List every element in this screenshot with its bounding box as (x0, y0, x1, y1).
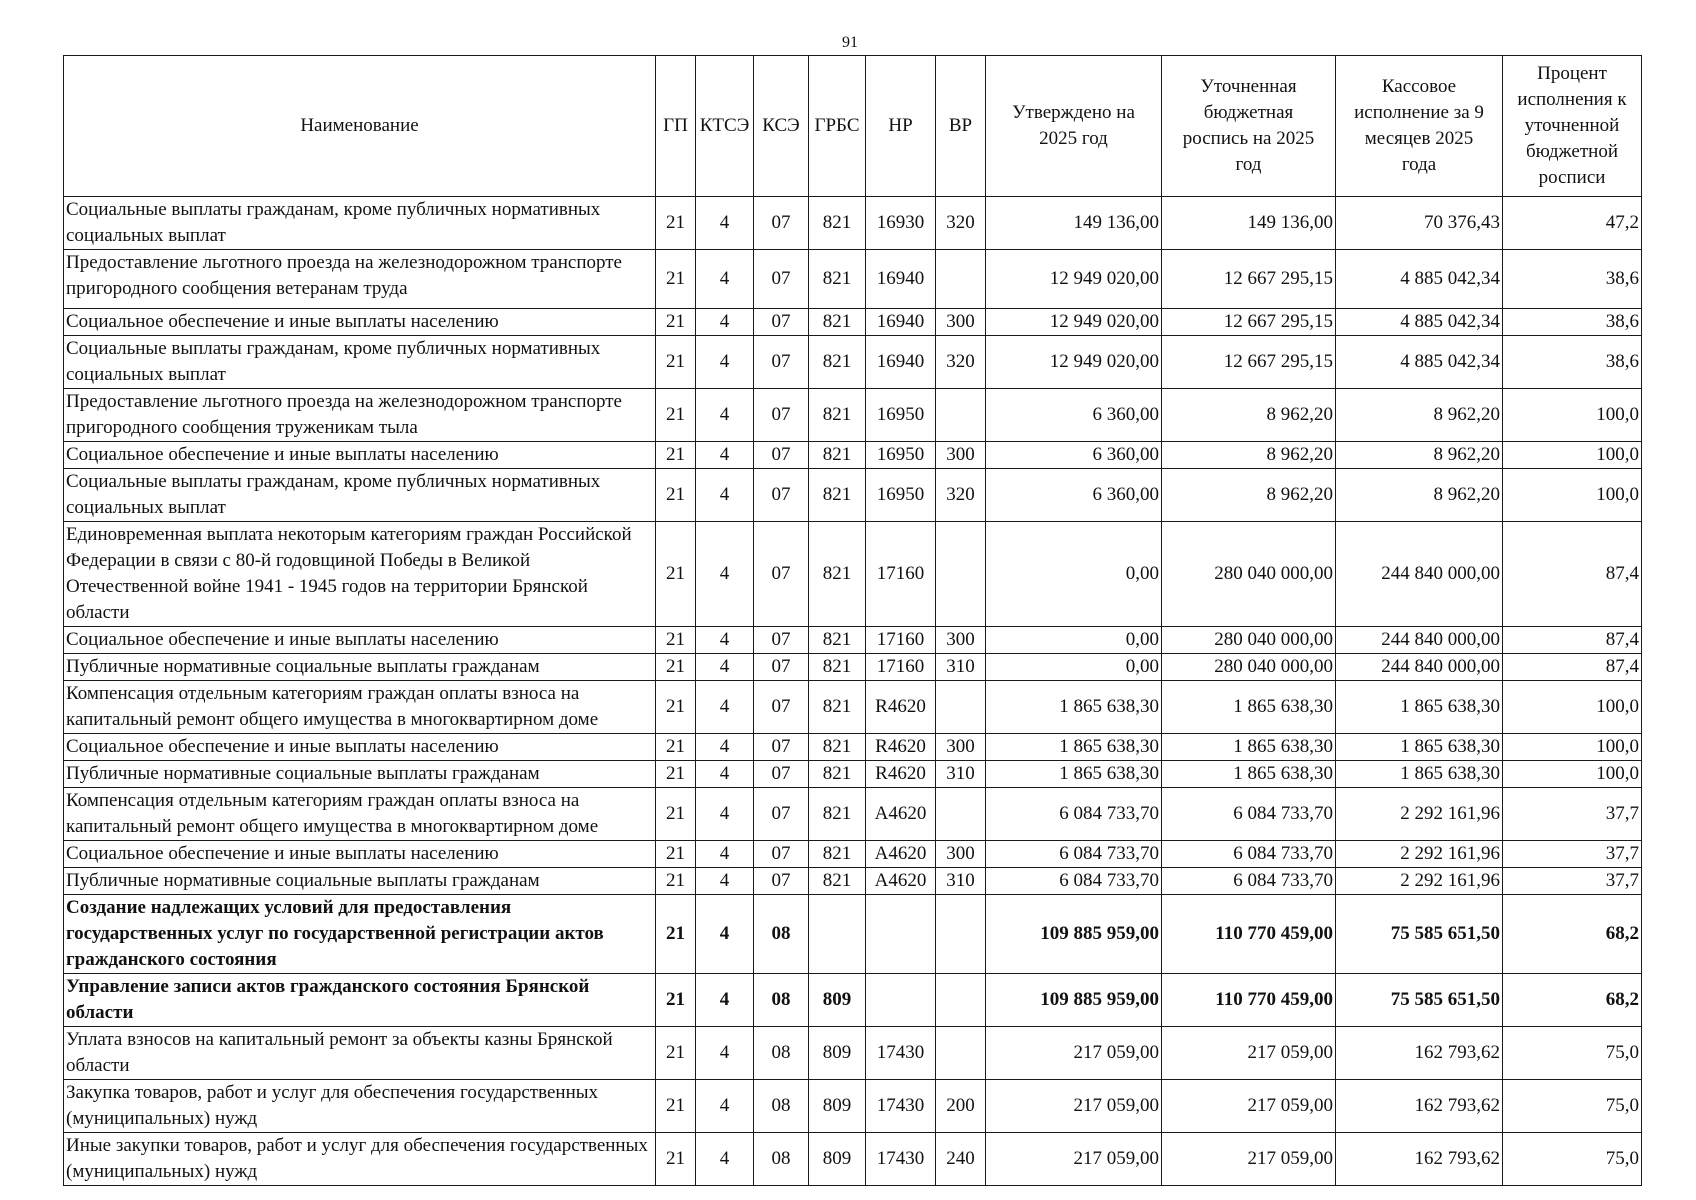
cell-gp: 21 (656, 250, 696, 309)
table-row (64, 336, 1642, 389)
cell-cash: 162 793,62 (1336, 1027, 1503, 1080)
cell-ktse: 4 (696, 841, 754, 868)
cell-name: Социальное обеспечение и иные выплаты населению (64, 627, 656, 654)
cell-gp: 21 (656, 389, 696, 442)
table-row (64, 734, 1642, 761)
cell-kse: 07 (754, 761, 809, 788)
cell-name: Социальное обеспечение и иные выплаты населению (64, 841, 656, 868)
cell-kse: 07 (754, 868, 809, 895)
cell-ktse: 4 (696, 442, 754, 469)
cell-vr: 300 (936, 841, 986, 868)
cell-refined: 6 084 733,70 (1162, 788, 1336, 841)
cell-refined: 12 667 295,15 (1162, 309, 1336, 336)
cell-name: Закупка товаров, работ и услуг для обеспечения государственных (муниципальных) нужд (64, 1080, 656, 1133)
cell-cash: 244 840 000,00 (1336, 627, 1503, 654)
cell-grbs: 821 (809, 250, 866, 309)
cell-approved: 109 885 959,00 (986, 895, 1162, 974)
cell-np: R4620 (866, 761, 936, 788)
cell-percent: 75,0 (1503, 1080, 1642, 1133)
cell-percent: 87,4 (1503, 627, 1642, 654)
cell-grbs: 821 (809, 681, 866, 734)
cell-gp: 21 (656, 442, 696, 469)
cell-np: 16950 (866, 442, 936, 469)
cell-name: Социальные выплаты гражданам, кроме публичных нормативных социальных выплат (64, 336, 656, 389)
cell-ktse: 4 (696, 734, 754, 761)
cell-cash: 1 865 638,30 (1336, 761, 1503, 788)
cell-refined: 8 962,20 (1162, 442, 1336, 469)
cell-grbs: 821 (809, 442, 866, 469)
cell-grbs: 809 (809, 974, 866, 1027)
cell-name: Социальное обеспечение и иные выплаты населению (64, 734, 656, 761)
cell-vr: 300 (936, 442, 986, 469)
cell-np: 17430 (866, 1080, 936, 1133)
table-row (64, 761, 1642, 788)
cell-refined: 110 770 459,00 (1162, 895, 1336, 974)
cell-ktse: 4 (696, 1133, 754, 1186)
cell-grbs (809, 895, 866, 974)
cell-name: Социальные выплаты гражданам, кроме публичных нормативных социальных выплат (64, 197, 656, 250)
cell-percent: 100,0 (1503, 442, 1642, 469)
cell-kse: 07 (754, 469, 809, 522)
cell-cash: 2 292 161,96 (1336, 868, 1503, 895)
cell-grbs: 821 (809, 761, 866, 788)
table-row (64, 895, 1642, 974)
cell-gp: 21 (656, 1027, 696, 1080)
cell-kse: 07 (754, 841, 809, 868)
cell-gp: 21 (656, 974, 696, 1027)
cell-percent: 100,0 (1503, 734, 1642, 761)
cell-grbs: 821 (809, 788, 866, 841)
cell-name: Социальные выплаты гражданам, кроме публичных нормативных социальных выплат (64, 469, 656, 522)
cell-cash: 1 865 638,30 (1336, 681, 1503, 734)
cell-approved: 217 059,00 (986, 1133, 1162, 1186)
cell-ktse: 4 (696, 974, 754, 1027)
cell-gp: 21 (656, 761, 696, 788)
cell-ktse: 4 (696, 788, 754, 841)
cell-grbs: 809 (809, 1080, 866, 1133)
cell-gp: 21 (656, 1133, 696, 1186)
cell-gp: 21 (656, 309, 696, 336)
cell-vr: 320 (936, 469, 986, 522)
cell-name: Публичные нормативные социальные выплаты гражданам (64, 761, 656, 788)
cell-vr (936, 1027, 986, 1080)
cell-refined: 280 040 000,00 (1162, 627, 1336, 654)
cell-cash: 4 885 042,34 (1336, 309, 1503, 336)
cell-percent: 37,7 (1503, 841, 1642, 868)
cell-percent: 37,7 (1503, 788, 1642, 841)
cell-percent: 38,6 (1503, 250, 1642, 309)
table-row (64, 389, 1642, 442)
header-refined: Уточненная бюджетная роспись на 2025 год (1162, 56, 1336, 197)
cell-grbs: 821 (809, 336, 866, 389)
header-grbs: ГРБС (809, 56, 866, 197)
cell-ktse: 4 (696, 1027, 754, 1080)
table-row (64, 788, 1642, 841)
table-row (64, 469, 1642, 522)
cell-approved: 217 059,00 (986, 1080, 1162, 1133)
cell-gp: 21 (656, 627, 696, 654)
cell-ktse: 4 (696, 895, 754, 974)
cell-percent: 100,0 (1503, 469, 1642, 522)
cell-name: Социальное обеспечение и иные выплаты населению (64, 442, 656, 469)
cell-name: Создание надлежащих условий для предоставления государственных услуг по государственной регистрации актов гражданского состояния (64, 895, 656, 974)
cell-kse: 07 (754, 788, 809, 841)
cell-refined: 1 865 638,30 (1162, 734, 1336, 761)
cell-kse: 08 (754, 1080, 809, 1133)
cell-cash: 75 585 651,50 (1336, 895, 1503, 974)
cell-approved: 6 360,00 (986, 469, 1162, 522)
cell-grbs: 821 (809, 522, 866, 627)
cell-percent: 47,2 (1503, 197, 1642, 250)
cell-percent: 75,0 (1503, 1027, 1642, 1080)
cell-np: 17160 (866, 522, 936, 627)
cell-grbs: 809 (809, 1133, 866, 1186)
cell-refined: 217 059,00 (1162, 1080, 1336, 1133)
cell-name: Публичные нормативные социальные выплаты гражданам (64, 654, 656, 681)
cell-ktse: 4 (696, 522, 754, 627)
cell-vr (936, 895, 986, 974)
table-row (64, 522, 1642, 627)
cell-vr (936, 389, 986, 442)
cell-refined: 8 962,20 (1162, 389, 1336, 442)
cell-gp: 21 (656, 895, 696, 974)
cell-np: А4620 (866, 788, 936, 841)
cell-kse: 07 (754, 389, 809, 442)
cell-cash: 162 793,62 (1336, 1133, 1503, 1186)
cell-refined: 217 059,00 (1162, 1027, 1336, 1080)
cell-approved: 12 949 020,00 (986, 250, 1162, 309)
cell-np: А4620 (866, 868, 936, 895)
cell-np: 16940 (866, 309, 936, 336)
cell-approved: 1 865 638,30 (986, 734, 1162, 761)
table-row (64, 250, 1642, 309)
cell-ktse: 4 (696, 868, 754, 895)
cell-percent: 75,0 (1503, 1133, 1642, 1186)
header-ktse: КТСЭ (696, 56, 754, 197)
cell-kse: 07 (754, 197, 809, 250)
table-body (64, 197, 1642, 1186)
cell-name: Публичные нормативные социальные выплаты гражданам (64, 868, 656, 895)
header-name: Наименование (64, 56, 656, 197)
cell-gp: 21 (656, 197, 696, 250)
cell-np: 16940 (866, 250, 936, 309)
cell-name: Компенсация отдельным категориям граждан оплаты взноса на капитальный ремонт общего имущества в многоквартирном доме (64, 681, 656, 734)
cell-ktse: 4 (696, 197, 754, 250)
cell-gp: 21 (656, 336, 696, 389)
cell-approved: 0,00 (986, 654, 1162, 681)
cell-cash: 244 840 000,00 (1336, 522, 1503, 627)
cell-vr (936, 522, 986, 627)
cell-kse: 07 (754, 309, 809, 336)
cell-kse: 07 (754, 627, 809, 654)
cell-kse: 08 (754, 974, 809, 1027)
cell-vr: 300 (936, 309, 986, 336)
cell-vr (936, 788, 986, 841)
cell-kse: 07 (754, 654, 809, 681)
cell-ktse: 4 (696, 309, 754, 336)
cell-approved: 12 949 020,00 (986, 336, 1162, 389)
table-row (64, 1080, 1642, 1133)
cell-percent: 100,0 (1503, 681, 1642, 734)
cell-np: 17160 (866, 654, 936, 681)
cell-grbs: 809 (809, 1027, 866, 1080)
cell-grbs: 821 (809, 868, 866, 895)
page-number: 91 (842, 34, 858, 51)
table-row (64, 197, 1642, 250)
cell-name: Компенсация отдельным категориям граждан оплаты взноса на капитальный ремонт общего имущества в многоквартирном доме (64, 788, 656, 841)
cell-percent: 100,0 (1503, 761, 1642, 788)
cell-np (866, 895, 936, 974)
cell-cash: 8 962,20 (1336, 442, 1503, 469)
cell-ktse: 4 (696, 469, 754, 522)
cell-kse: 07 (754, 681, 809, 734)
cell-vr: 310 (936, 654, 986, 681)
cell-refined: 1 865 638,30 (1162, 681, 1336, 734)
cell-name: Управление записи актов гражданского состояния Брянской области (64, 974, 656, 1027)
header-cash: Кассовое исполнение за 9 месяцев 2025 года (1336, 56, 1503, 197)
cell-refined: 6 084 733,70 (1162, 841, 1336, 868)
cell-grbs: 821 (809, 734, 866, 761)
cell-ktse: 4 (696, 761, 754, 788)
cell-refined: 8 962,20 (1162, 469, 1336, 522)
header-np: НР (866, 56, 936, 197)
cell-ktse: 4 (696, 654, 754, 681)
table-row (64, 627, 1642, 654)
cell-gp: 21 (656, 788, 696, 841)
cell-vr: 310 (936, 761, 986, 788)
table-row (64, 442, 1642, 469)
cell-vr (936, 681, 986, 734)
cell-np: R4620 (866, 734, 936, 761)
cell-refined: 6 084 733,70 (1162, 868, 1336, 895)
cell-percent: 68,2 (1503, 895, 1642, 974)
budget-table (63, 55, 1642, 1186)
cell-np: 16950 (866, 469, 936, 522)
cell-grbs: 821 (809, 389, 866, 442)
cell-percent: 38,6 (1503, 336, 1642, 389)
cell-np: R4620 (866, 681, 936, 734)
cell-grbs: 821 (809, 197, 866, 250)
cell-name: Предоставление льготного проезда на железнодорожном транспорте пригородного сообщения ветеранам труда (64, 250, 656, 309)
cell-grbs: 821 (809, 309, 866, 336)
cell-refined: 217 059,00 (1162, 1133, 1336, 1186)
cell-approved: 109 885 959,00 (986, 974, 1162, 1027)
table-row (64, 974, 1642, 1027)
header-gp: ГП (656, 56, 696, 197)
cell-approved: 217 059,00 (986, 1027, 1162, 1080)
cell-refined: 12 667 295,15 (1162, 336, 1336, 389)
cell-kse: 07 (754, 522, 809, 627)
cell-cash: 162 793,62 (1336, 1080, 1503, 1133)
cell-refined: 1 865 638,30 (1162, 761, 1336, 788)
cell-cash: 4 885 042,34 (1336, 336, 1503, 389)
cell-gp: 21 (656, 868, 696, 895)
cell-ktse: 4 (696, 681, 754, 734)
cell-ktse: 4 (696, 250, 754, 309)
header-vr: ВР (936, 56, 986, 197)
cell-approved: 12 949 020,00 (986, 309, 1162, 336)
header-approved: Утверждено на 2025 год (986, 56, 1162, 197)
cell-ktse: 4 (696, 1080, 754, 1133)
cell-name: Предоставление льготного проезда на железнодорожном транспорте пригородного сообщения труженикам тыла (64, 389, 656, 442)
table-row (64, 841, 1642, 868)
table-row (64, 1027, 1642, 1080)
table-row (64, 868, 1642, 895)
cell-vr: 300 (936, 627, 986, 654)
cell-name: Иные закупки товаров, работ и услуг для обеспечения государственных (муниципальных) нужд (64, 1133, 656, 1186)
cell-cash: 2 292 161,96 (1336, 788, 1503, 841)
cell-ktse: 4 (696, 389, 754, 442)
cell-approved: 0,00 (986, 522, 1162, 627)
cell-refined: 12 667 295,15 (1162, 250, 1336, 309)
cell-vr: 240 (936, 1133, 986, 1186)
cell-vr: 200 (936, 1080, 986, 1133)
cell-kse: 08 (754, 1133, 809, 1186)
cell-approved: 149 136,00 (986, 197, 1162, 250)
cell-percent: 87,4 (1503, 522, 1642, 627)
cell-vr: 320 (936, 336, 986, 389)
cell-np (866, 974, 936, 1027)
cell-np: 17430 (866, 1133, 936, 1186)
cell-grbs: 821 (809, 469, 866, 522)
cell-percent: 68,2 (1503, 974, 1642, 1027)
cell-np: 16940 (866, 336, 936, 389)
cell-percent: 100,0 (1503, 389, 1642, 442)
cell-gp: 21 (656, 681, 696, 734)
cell-gp: 21 (656, 1080, 696, 1133)
cell-kse: 08 (754, 1027, 809, 1080)
cell-gp: 21 (656, 469, 696, 522)
cell-gp: 21 (656, 734, 696, 761)
cell-name: Единовременная выплата некоторым категориям граждан Российской Федерации в связи с 80-й годовщиной Победы в Великой Отечественной войне 1941 - 1945 годов на территории Брянской области (64, 522, 656, 627)
cell-np: 17430 (866, 1027, 936, 1080)
cell-approved: 6 084 733,70 (986, 788, 1162, 841)
cell-cash: 4 885 042,34 (1336, 250, 1503, 309)
cell-kse: 07 (754, 734, 809, 761)
table-row (64, 681, 1642, 734)
cell-approved: 1 865 638,30 (986, 761, 1162, 788)
cell-name: Уплата взносов на капитальный ремонт за объекты казны Брянской области (64, 1027, 656, 1080)
header-percent: Процент исполнения к уточненной бюджетной росписи (1503, 56, 1642, 197)
cell-cash: 8 962,20 (1336, 389, 1503, 442)
cell-approved: 6 084 733,70 (986, 841, 1162, 868)
cell-gp: 21 (656, 522, 696, 627)
cell-percent: 37,7 (1503, 868, 1642, 895)
cell-kse: 08 (754, 895, 809, 974)
cell-vr: 300 (936, 734, 986, 761)
cell-kse: 07 (754, 442, 809, 469)
cell-cash: 1 865 638,30 (1336, 734, 1503, 761)
cell-np: 17160 (866, 627, 936, 654)
cell-approved: 6 084 733,70 (986, 868, 1162, 895)
cell-refined: 110 770 459,00 (1162, 974, 1336, 1027)
cell-grbs: 821 (809, 841, 866, 868)
cell-refined: 280 040 000,00 (1162, 654, 1336, 681)
cell-gp: 21 (656, 654, 696, 681)
cell-percent: 38,6 (1503, 309, 1642, 336)
cell-refined: 149 136,00 (1162, 197, 1336, 250)
cell-name: Социальное обеспечение и иные выплаты населению (64, 309, 656, 336)
cell-cash: 75 585 651,50 (1336, 974, 1503, 1027)
cell-np: 16950 (866, 389, 936, 442)
cell-vr: 310 (936, 868, 986, 895)
cell-ktse: 4 (696, 336, 754, 389)
cell-np: А4620 (866, 841, 936, 868)
cell-ktse: 4 (696, 627, 754, 654)
cell-approved: 1 865 638,30 (986, 681, 1162, 734)
table-row (64, 654, 1642, 681)
cell-grbs: 821 (809, 627, 866, 654)
cell-grbs: 821 (809, 654, 866, 681)
cell-approved: 6 360,00 (986, 442, 1162, 469)
cell-refined: 280 040 000,00 (1162, 522, 1336, 627)
cell-percent: 87,4 (1503, 654, 1642, 681)
cell-np: 16930 (866, 197, 936, 250)
cell-vr: 320 (936, 197, 986, 250)
cell-cash: 8 962,20 (1336, 469, 1503, 522)
cell-cash: 70 376,43 (1336, 197, 1503, 250)
table-header-row (64, 56, 1642, 197)
cell-cash: 2 292 161,96 (1336, 841, 1503, 868)
cell-vr (936, 974, 986, 1027)
cell-vr (936, 250, 986, 309)
cell-kse: 07 (754, 250, 809, 309)
table-row (64, 309, 1642, 336)
cell-cash: 244 840 000,00 (1336, 654, 1503, 681)
header-kse: КСЭ (754, 56, 809, 197)
cell-approved: 6 360,00 (986, 389, 1162, 442)
cell-gp: 21 (656, 841, 696, 868)
cell-kse: 07 (754, 336, 809, 389)
cell-approved: 0,00 (986, 627, 1162, 654)
table-row (64, 1133, 1642, 1186)
